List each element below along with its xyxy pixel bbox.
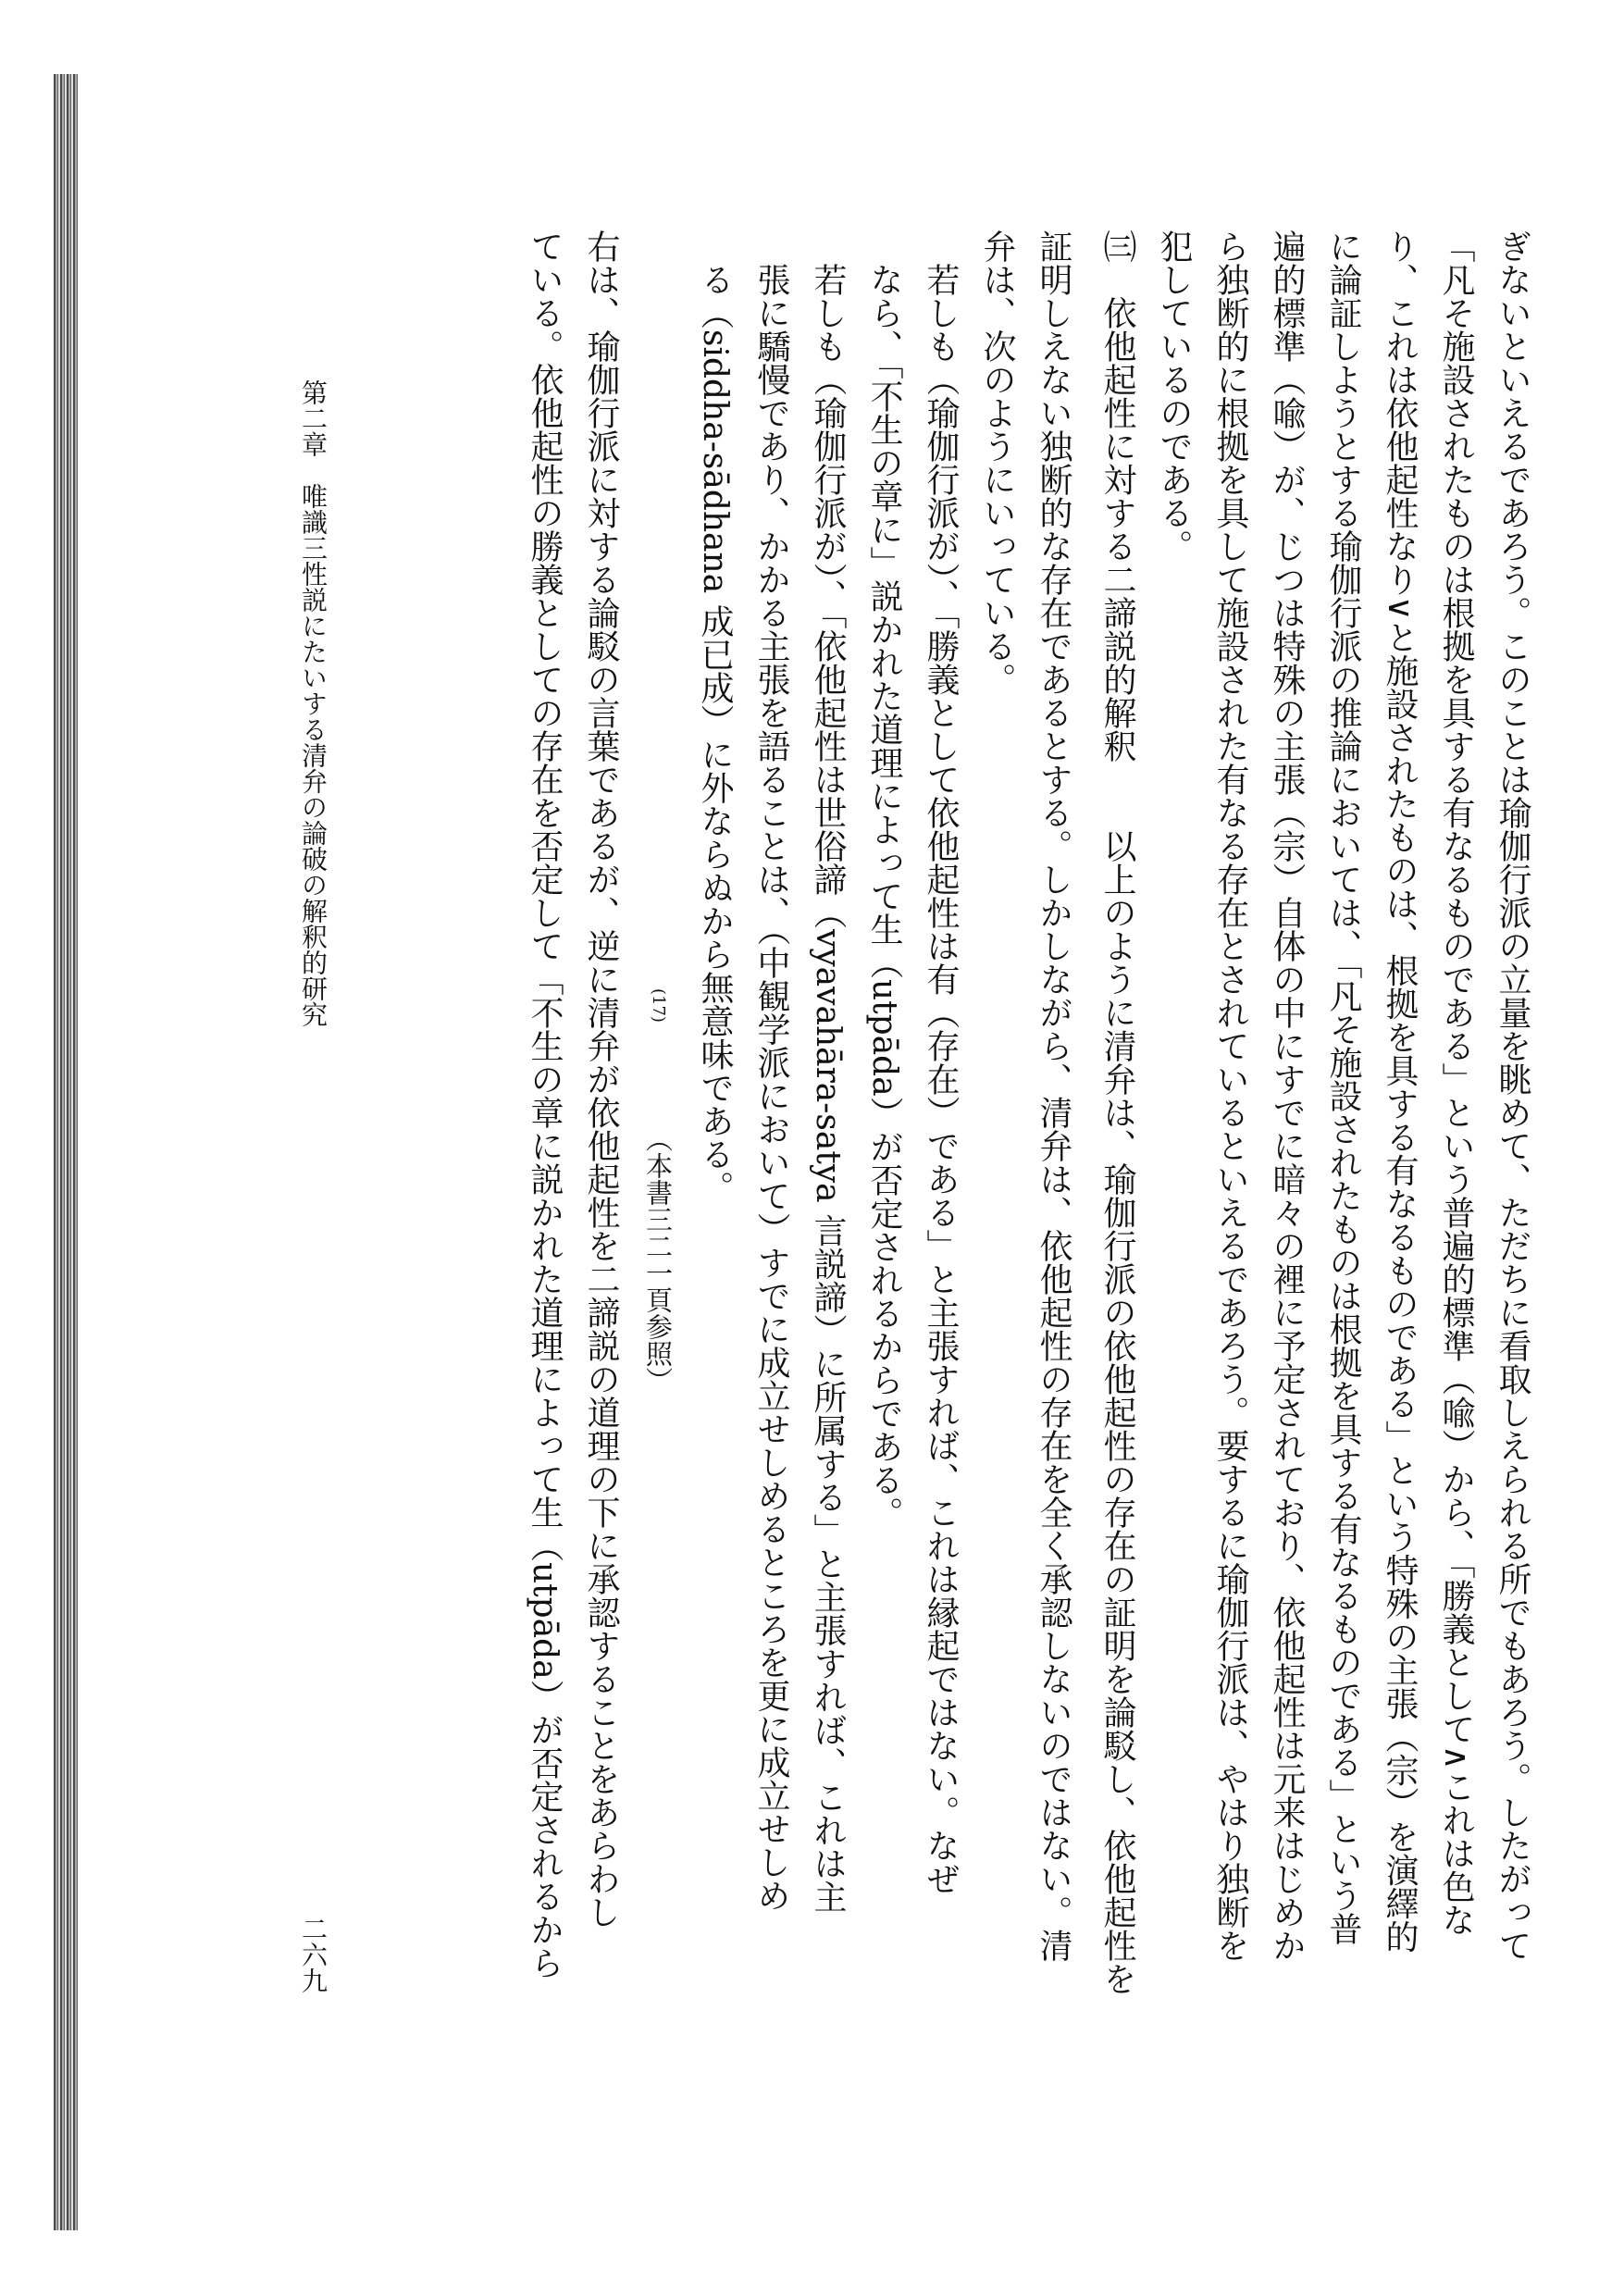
text-line: 遍的標準（喩）が、じつは特殊の主張（宗）自体の中にすでに暗々の裡に予定されており、依他起性は元来はじめか (1268, 230, 1306, 1962)
text-line: 右は、瑜伽行派に対する論駁の言葉であるが、逆に清弁が依他起性を二諦説の道理の下に承認することをあらわし (582, 230, 620, 1929)
text-line: に論証しようとする瑜伽行派の推論においては、「凡そ施設されたものは根拠を具する有なるものである」という普 (1324, 230, 1362, 1945)
quote-line: なら、「不生の章に」説かれた道理によって生（utpāda）が否定されるからである。 (865, 263, 903, 1530)
text-line: 弁は、次のようにいっている。 (978, 230, 1016, 696)
text-line: 犯しているのである。 (1155, 230, 1193, 563)
quote-line: る（siddha-sādhana 成已成）に外ならぬから無意味である。 (696, 263, 734, 1204)
main-text (342, 230, 1541, 2062)
text-line: 証明しえない独断的な存在であるとする。しかしながら、清弁は、依他起性の存在を全く承認しないのではない。清 (1035, 230, 1072, 1962)
section-heading-line: ㈢ 依他起性に対する二諦説的解釈 以上のように清弁は、瑜伽行派の依他起性の存在の証明を論駁し、依他起性を (1098, 230, 1136, 1995)
text-line: 「凡そ施設されたものは根拠を具する有なるものである」という普遍的標準（喩）から、「勝義として∧これは色な (1437, 230, 1475, 1937)
quote-line: 若しも（瑜伽行派が）、「勝義として依他起性は有（存在）である」と主張すれば、これは縁起ではない。なぜ (922, 263, 960, 1895)
text-line: ぎないといえるであろう。このことは瑜伽行派の立量を眺めて、ただちに看取しえられる所でもあろう。したがって (1494, 230, 1531, 1962)
text-line: り、これは依他起性なり∨と施設されたものは、根拠を具する有なるものである」という特殊の主張（宗）を演繹的 (1381, 230, 1419, 1954)
note-reference: (17) （本書三二一頁参照） (642, 988, 674, 1395)
book-binding-edge (54, 74, 78, 2230)
text-line: ている。依他起性の勝義としての存在を否定して「不生の章に説かれた道理によって生（utpāda）が否定されるから (526, 230, 564, 1980)
quote-line: 若しも（瑜伽行派が）、「依他起性は世俗諦（vyavahāra-satya 言説諦）に所属する」と主張すれば、これは主 (809, 263, 847, 1914)
page-number: 二六九 (298, 1916, 329, 1993)
quote-line: 張に驕慢であり、かかる主張を語ることは、（中観学派において）すでに成立せしめるところを更に成立せしめ (752, 263, 790, 1912)
text-line: ら独断的に根拠を具して施設された有なる存在とされているといえるであろう。要するに瑜伽行派は、やはり独断を (1211, 230, 1249, 1962)
running-footer-title: 第二章 唯識三性説にたいする清弁の論破の解釈的研究 (298, 379, 329, 1027)
